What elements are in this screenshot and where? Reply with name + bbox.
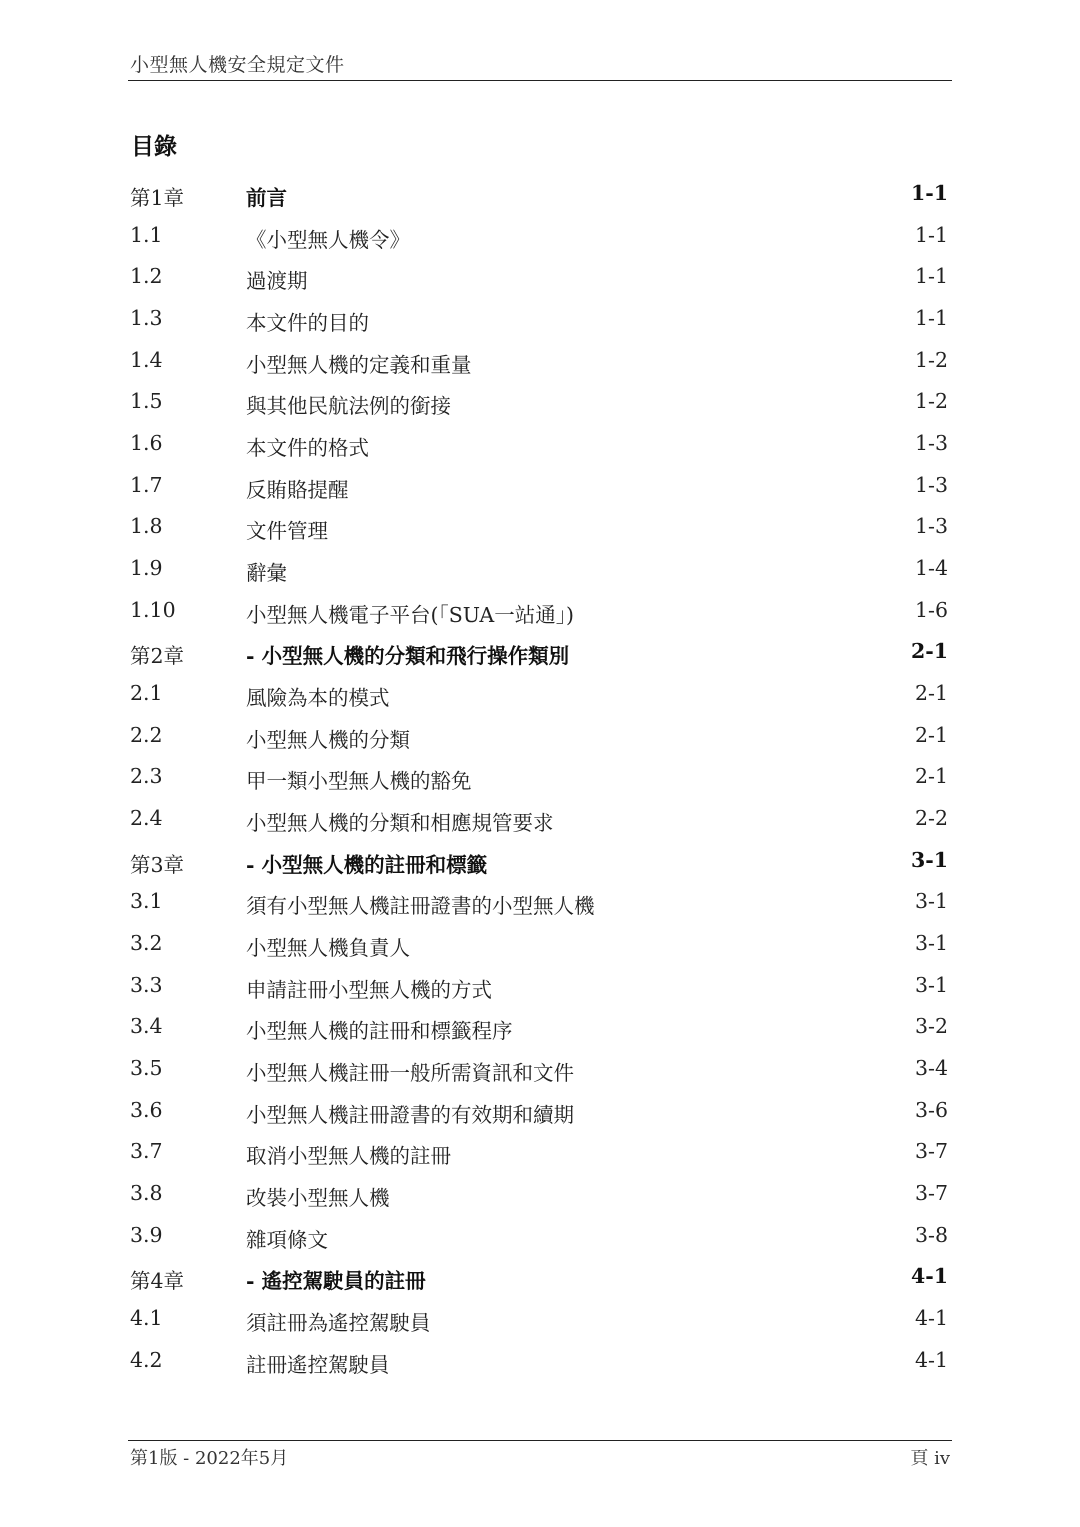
toc-section-row bbox=[128, 757, 952, 799]
toc-section-row bbox=[128, 1049, 952, 1091]
toc-entry-title: 須有小型無人機註冊證書的小型無人機 bbox=[246, 894, 595, 919]
toc-section-row bbox=[128, 549, 952, 591]
toc-section-row bbox=[128, 507, 952, 549]
toc-entry-title: 小型無人機註冊證書的有效期和續期 bbox=[246, 1102, 574, 1127]
toc-entry-number: 1.2 bbox=[130, 264, 163, 289]
toc-section-row bbox=[128, 1299, 952, 1341]
toc-entry-title: 與其他民航法例的銜接 bbox=[246, 394, 451, 419]
footer-page-number: 頁 iv bbox=[910, 1448, 950, 1469]
toc-entry-page: 4-1 bbox=[914, 1306, 948, 1331]
toc-entry-page: 1-6 bbox=[914, 597, 948, 622]
toc-section-row bbox=[128, 924, 952, 966]
toc-entry-title: 辭彙 bbox=[246, 561, 287, 586]
toc-section-row bbox=[128, 341, 952, 383]
toc-entry-page: 4-1 bbox=[910, 1264, 948, 1289]
toc-entry-title: 小型無人機註冊一般所需資訊和文件 bbox=[246, 1061, 574, 1086]
toc-entry-page: 2-2 bbox=[914, 806, 948, 831]
toc-entry-title: 過渡期 bbox=[246, 269, 308, 294]
toc-section-row bbox=[128, 299, 952, 341]
toc-section-row bbox=[128, 674, 952, 716]
toc-entry-number: 1.10 bbox=[130, 597, 176, 622]
toc-entry-number: 1.9 bbox=[130, 556, 163, 581]
toc-chapter-row bbox=[128, 632, 952, 674]
toc-entry-page: 1-2 bbox=[914, 389, 948, 414]
toc-entry-title: 本文件的目的 bbox=[246, 311, 369, 336]
toc-entry-page: 3-1 bbox=[914, 889, 948, 914]
document-header-title: 小型無人機安全規定文件 bbox=[130, 54, 345, 76]
toc-entry-page: 3-1 bbox=[914, 931, 948, 956]
toc-chapter-row bbox=[128, 174, 952, 216]
toc-section-row bbox=[128, 799, 952, 841]
toc-section-row bbox=[128, 716, 952, 758]
toc-entry-number: 1.7 bbox=[130, 472, 163, 497]
toc-entry-page: 4-1 bbox=[914, 1347, 948, 1372]
toc-section-row bbox=[128, 1132, 952, 1174]
toc-section-row bbox=[128, 966, 952, 1008]
toc-entry-number: 3.7 bbox=[130, 1139, 163, 1164]
toc-entry-title: 反賄賂提醒 bbox=[246, 477, 349, 502]
toc-entry-number: 第1章 bbox=[130, 186, 185, 210]
toc-entry-number: 2.4 bbox=[130, 806, 163, 831]
toc-entry-page: 3-1 bbox=[910, 847, 948, 872]
toc-entry-title: 小型無人機負責人 bbox=[246, 936, 410, 961]
toc-entry-number: 2.1 bbox=[130, 681, 163, 706]
toc-entry-number: 3.9 bbox=[130, 1222, 163, 1247]
toc-entry-page: 1-3 bbox=[914, 472, 948, 497]
toc-entry-page: 1-1 bbox=[914, 306, 948, 331]
toc-entry-page: 1-2 bbox=[914, 347, 948, 372]
footer-edition: 第1版 - 2022年5月 bbox=[130, 1448, 289, 1469]
toc-entry-page: 3-6 bbox=[914, 1097, 948, 1122]
toc-entry-number: 2.3 bbox=[130, 764, 163, 789]
toc-entry-page: 3-2 bbox=[914, 1014, 948, 1039]
toc-section-row bbox=[128, 466, 952, 508]
toc-entry-title: - 遙控駕駛員的註冊 bbox=[246, 1269, 426, 1294]
toc-section-row bbox=[128, 216, 952, 258]
toc-entry-title: 小型無人機的分類 bbox=[246, 727, 410, 752]
toc-entry-page: 3-1 bbox=[914, 972, 948, 997]
table-of-contents bbox=[128, 174, 952, 1382]
toc-entry-page: 2-1 bbox=[914, 681, 948, 706]
toc-entry-page: 2-1 bbox=[910, 639, 948, 664]
toc-section-row bbox=[128, 1007, 952, 1049]
toc-entry-page: 3-7 bbox=[914, 1139, 948, 1164]
toc-entry-title: 小型無人機的註冊和標籤程序 bbox=[246, 1019, 513, 1044]
toc-entry-number: 1.1 bbox=[130, 222, 163, 247]
toc-entry-number: 3.5 bbox=[130, 1056, 163, 1081]
toc-heading: 目錄 bbox=[131, 133, 177, 160]
toc-entry-number: 1.8 bbox=[130, 514, 163, 539]
toc-entry-number: 第3章 bbox=[130, 852, 185, 877]
header-divider bbox=[128, 80, 952, 81]
toc-entry-number: 第2章 bbox=[130, 644, 185, 669]
toc-entry-page: 3-4 bbox=[914, 1056, 948, 1081]
toc-entry-page: 2-1 bbox=[914, 722, 948, 747]
toc-entry-page: 1-1 bbox=[914, 222, 948, 247]
toc-entry-number: 3.2 bbox=[130, 931, 163, 956]
toc-entry-title: 取消小型無人機的註冊 bbox=[246, 1144, 451, 1169]
toc-entry-page: 1-1 bbox=[914, 264, 948, 289]
toc-section-row bbox=[128, 1216, 952, 1258]
toc-entry-title: 文件管理 bbox=[246, 519, 328, 544]
toc-entry-number: 1.3 bbox=[130, 306, 163, 331]
toc-entry-page: 3-7 bbox=[914, 1181, 948, 1206]
toc-entry-title: 雜項條文 bbox=[246, 1227, 328, 1252]
toc-section-row bbox=[128, 257, 952, 299]
toc-entry-page: 1-1 bbox=[910, 181, 948, 205]
toc-entry-title: 改裝小型無人機 bbox=[246, 1186, 390, 1211]
toc-chapter-row bbox=[128, 1257, 952, 1299]
toc-section-row bbox=[128, 1341, 952, 1383]
toc-entry-number: 第4章 bbox=[130, 1269, 185, 1294]
toc-entry-number: 3.1 bbox=[130, 889, 163, 914]
toc-entry-title: - 小型無人機的註冊和標籤 bbox=[246, 852, 488, 877]
toc-entry-page: 3-8 bbox=[914, 1222, 948, 1247]
toc-entry-number: 3.8 bbox=[130, 1181, 163, 1206]
toc-entry-number: 4.1 bbox=[130, 1306, 163, 1331]
toc-entry-title: 風險為本的模式 bbox=[246, 686, 390, 711]
toc-section-row bbox=[128, 424, 952, 466]
toc-entry-title: 前言 bbox=[246, 186, 287, 210]
toc-entry-number: 1.6 bbox=[130, 431, 163, 456]
toc-entry-title: 小型無人機的定義和重量 bbox=[246, 352, 472, 377]
toc-entry-title: 註冊遙控駕駛員 bbox=[246, 1352, 390, 1377]
toc-entry-page: 1-3 bbox=[914, 514, 948, 539]
toc-section-row bbox=[128, 591, 952, 633]
toc-entry-number: 1.4 bbox=[130, 347, 163, 372]
toc-chapter-row bbox=[128, 841, 952, 883]
toc-entry-number: 2.2 bbox=[130, 722, 163, 747]
toc-entry-title: 小型無人機的分類和相應規管要求 bbox=[246, 811, 554, 836]
toc-section-row bbox=[128, 882, 952, 924]
toc-entry-number: 3.3 bbox=[130, 972, 163, 997]
toc-entry-title: - 小型無人機的分類和飛行操作類別 bbox=[246, 644, 570, 669]
toc-entry-number: 1.5 bbox=[130, 389, 163, 414]
toc-entry-page: 1-3 bbox=[914, 431, 948, 456]
toc-entry-number: 3.6 bbox=[130, 1097, 163, 1122]
toc-entry-title: 申請註冊小型無人機的方式 bbox=[246, 977, 492, 1002]
toc-entry-page: 2-1 bbox=[914, 764, 948, 789]
toc-entry-title: 須註冊為遙控駕駛員 bbox=[246, 1311, 431, 1336]
toc-entry-page: 1-4 bbox=[914, 556, 948, 581]
toc-section-row bbox=[128, 1174, 952, 1216]
toc-entry-title: 甲一類小型無人機的豁免 bbox=[246, 769, 472, 794]
toc-section-row bbox=[128, 1091, 952, 1133]
footer-divider bbox=[128, 1440, 952, 1441]
toc-entry-number: 3.4 bbox=[130, 1014, 163, 1039]
toc-section-row bbox=[128, 382, 952, 424]
toc-entry-title: 小型無人機電子平台(「SUA一站通」) bbox=[246, 602, 574, 627]
toc-entry-title: 本文件的格式 bbox=[246, 436, 369, 461]
toc-entry-title: 《小型無人機令》 bbox=[246, 227, 410, 252]
toc-entry-number: 4.2 bbox=[130, 1347, 163, 1372]
